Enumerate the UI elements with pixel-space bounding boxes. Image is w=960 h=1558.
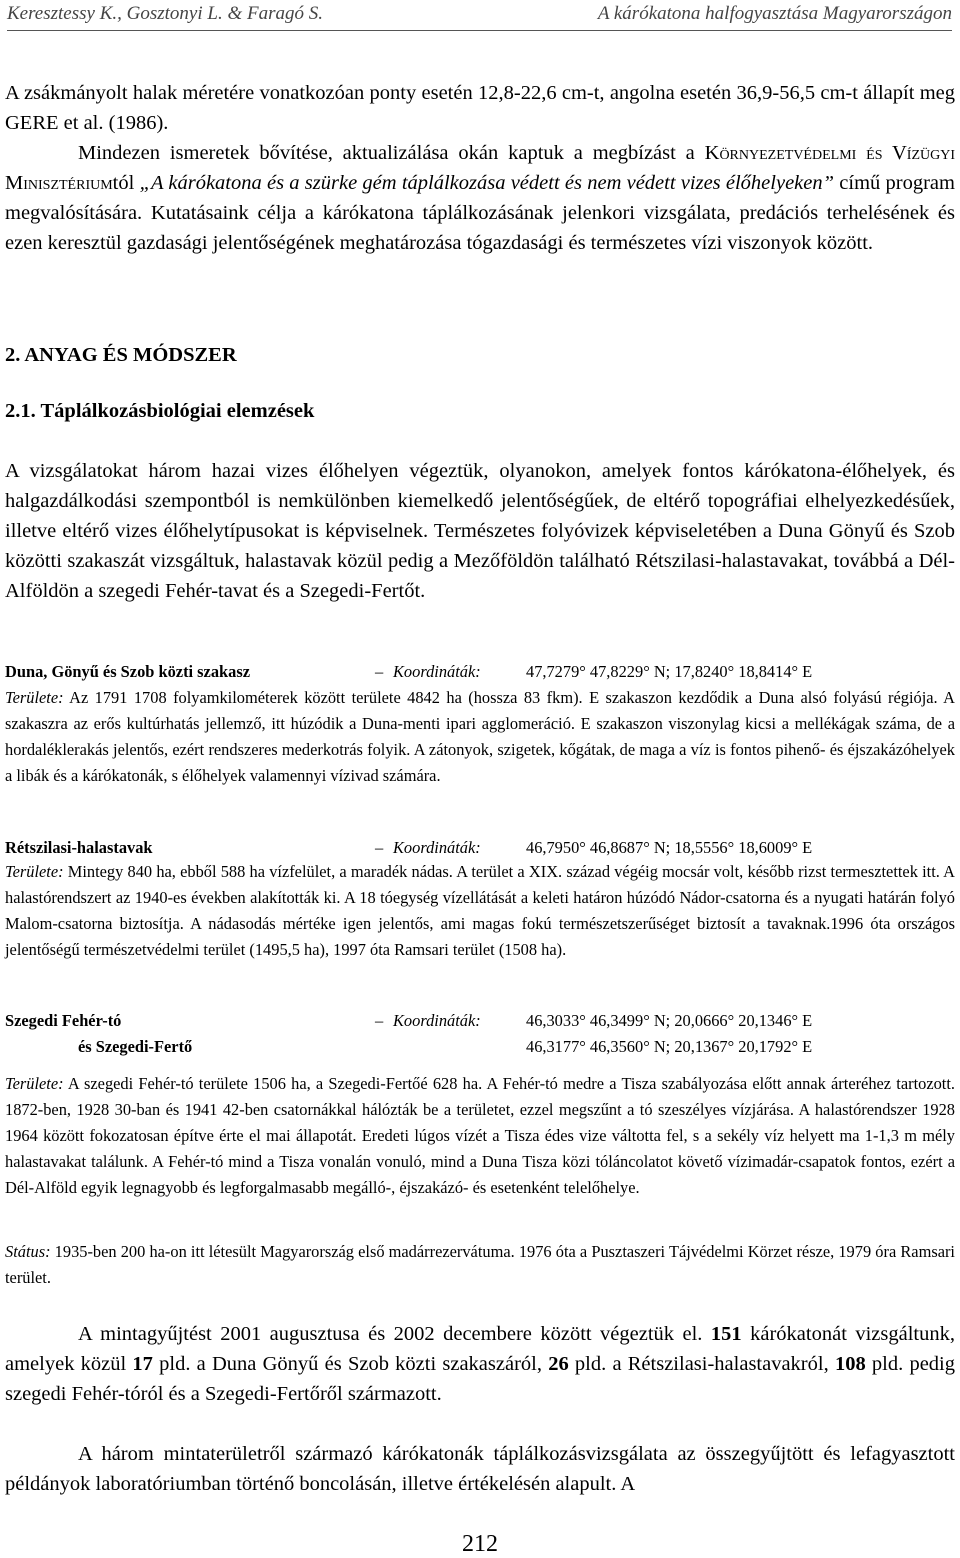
site-retszilas-description: Területe: Mintegy 840 ha, ebből 588 ha vízfelület, a maradék nádas. A terület a XIX. század végéig mocsár volt, később rizst termesztettek itt. A halastórendszert az 1940-es években alakították ki. A 18 tóegység vízellátását a keleti határon húzódó Nádor-csatorna és a nyugati határán folyó Malom-csatorna biztosítja. A nádasodás mértéke igen jelentős, ami magas fokú természetszerűséget biztosít a tavaknak.1996 óta országos jelentőségű természetvédelmi terület (1495,5 ha), 1997 óta Ramsari terület (1508 ha). — [5, 862, 955, 959]
dash: – — [375, 838, 384, 857]
site-szeged-status: Státus: 1935-ben 200 ha-on itt létesült Magyarország első madárrezervátuma. 1976 óta a Pusztaszeri Tájvédelmi Körzet része, 1979 óra Ramsari terület. — [5, 1242, 955, 1287]
coordinates: 47,7279° 47,8229° N; 17,8240° 18,8414° E — [526, 662, 813, 681]
count-szeged: 108 — [834, 1353, 866, 1375]
sampling-paragraph: A mintagyűjtést 2001 augusztusa és 2002 decembere között végeztük el. 151 kárókatonát vizsgáltunk, amelyek közül 17 pld. a Duna Gönyű és Szob közti szakaszáról, 26 pld. a Rétszilasi-halastavakról, 108 pld. pedig szegedi Fehér-tóról és a Szegedi-Fertőről származott. — [5, 1323, 955, 1405]
coordinates-2: 46,3177° 46,3560° N; 20,1367° 20,1792° E — [526, 1037, 813, 1056]
site-duna-description: Területe: Az 1791 1708 folyamkilométerek között területe 4842 ha (hossza 83 fkm). E szakaszon kezdődik a Duna alsó folyású régiója. A szakaszra az erős kultúrhatás jellemző, itt húzódik a Duna-menti ipari agglomeráció. E szakaszon viszonylag kicsi a mellékágak száma, de a hordaléklerakás jelentős, ezért rendszeres mederkotrás folyik. A zátonyok, szigetek, kőgátak, de maga a víz is fontos pihenő- és éjszakázóhelyek a libák és a kárókatonák, s élőhelyek valamennyi vízivad számára. — [5, 688, 955, 785]
header-title: A kárókatona halfogyasztása Magyarországon — [597, 3, 952, 24]
header-authors: Keresztessy K., Gosztonyi L. & Faragó S. — [7, 3, 323, 24]
site-szeged-description: Területe: A szegedi Fehér-tó területe 1506 ha, a Szegedi-Fertőé 628 ha. A Fehér-tó medre a Tisza szabályozása előtt annak árteréhez tartozott. 1872-ben, 1928 30-ban és 1941 42-ben csatornákkal hálózták be a területet, ezzel megszűnt a tó szeszélyes vízjárása. A halastórendszer 1928 1964 között fokozatosan építve érte el mai állapotát. Eredeti lúgos vízét a Tisza édes vize váltotta fel, s a sekély víz helyett ma 1-1,3 m mély halastavakat találunk. A Fehér-tó mind a Tisza vonalán vonuló, mind a Duna Tisza közi tóláncolatot követő vízimadár-csapatok fontos, ezért a Dél-Alföld egyik legnagyobb és legforgalmasabb megálló-, éjszakázó- és esetenként telelőhelye. — [5, 1074, 955, 1197]
subsection-heading: 2.1. Táplálkozásbiológiai elemzések — [5, 400, 315, 422]
coord-label: Koordináták: — [393, 1011, 481, 1030]
methods-paragraph: A vizsgálatokat három hazai vizes élőhelyen végeztük, olyanokon, amelyek fontos kárókatona-élőhelyek, és halgazdálkodási szempontból is nemkülönben kiemelkedő jelentőségűek, de eltérő topográfiai elhelyezkedésűek, illetve eltérő vizes élőhelytípusokat is képviselnek. Természetes folyóvizek képviseletében a Duna Gönyű és Szob közötti szakaszát vizsgáltuk, halastavak közül pedig a Mezőföldön található Rétszilasi-halastavakat, továbbá a Dél-Alföldön a szegedi Fehér-tavat és a Szegedi-Fertőt. — [5, 460, 955, 602]
site-name: Duna, Gönyű és Szob közti szakasz — [5, 662, 250, 681]
intro-paragraph-2: Mindezen ismeretek bővítése, aktualizálása okán kaptuk a megbízást a Környezetvédelmi és Vízügyi Minisztériumtól „A kárókatona és a szürke gém táplálkozása védett és nem védett vizes élőhelyeken” című program megvalósítására. Kutatásaink célja a kárókatona táplálkozásának jelenkori vizsgálata, predációs terhelésének és ezen keresztül gazdasági jelentőségének meghatározása tógazdasági és természetes vízi viszonyok között. — [5, 142, 956, 254]
coordinates: 46,3033° 46,3499° N; 20,0666° 20,1346° E — [526, 1011, 813, 1030]
dash: – — [375, 662, 384, 681]
header-rule — [7, 30, 952, 31]
site-szeged-header — [5, 1008, 955, 1034]
site-name: Szegedi Fehér-tó — [5, 1011, 122, 1030]
count-total: 151 — [710, 1323, 742, 1345]
site-name-2: és Szegedi-Fertő — [78, 1037, 193, 1056]
site-duna-header — [5, 659, 955, 685]
section-heading: 2. ANYAG ÉS MÓDSZER — [5, 344, 237, 366]
site-retszilas-header — [5, 835, 955, 861]
intro-paragraph-1: A zsákmányolt halak méretére vonatkozóan ponty esetén 12,8-22,6 cm-t, angolna esetén 36,9-56,5 cm-t állapít meg GERE et al. (1986). — [5, 82, 955, 134]
running-header — [7, 3, 952, 27]
site-szeged-header-2 — [5, 1034, 955, 1060]
analysis-paragraph: A három mintaterületről származó kárókatonák táplálkozásvizsgálata az összegyűjtött és lefagyasztott példányok laboratóriumban történő boncolásán, illetve értékelésén alapult. A — [5, 1443, 955, 1495]
dash: – — [375, 1011, 384, 1030]
count-retszilas: 26 — [548, 1353, 569, 1375]
count-duna: 17 — [132, 1353, 153, 1375]
site-name: Rétszilasi-halastavak — [5, 838, 153, 857]
page-number: 212 — [462, 1531, 498, 1557]
ministry-name: Környezetvédelmi és Vízügyi Minisztérium — [5, 142, 956, 194]
program-title: „A kárókatona és a szürke gém táplálkozása védett és nem védett vizes élőhelyeken” — [139, 172, 835, 194]
coordinates: 46,7950° 46,8687° N; 18,5556° 18,6009° E — [526, 838, 813, 857]
coord-label: Koordináták: — [393, 662, 481, 681]
coord-label: Koordináták: — [393, 838, 481, 857]
